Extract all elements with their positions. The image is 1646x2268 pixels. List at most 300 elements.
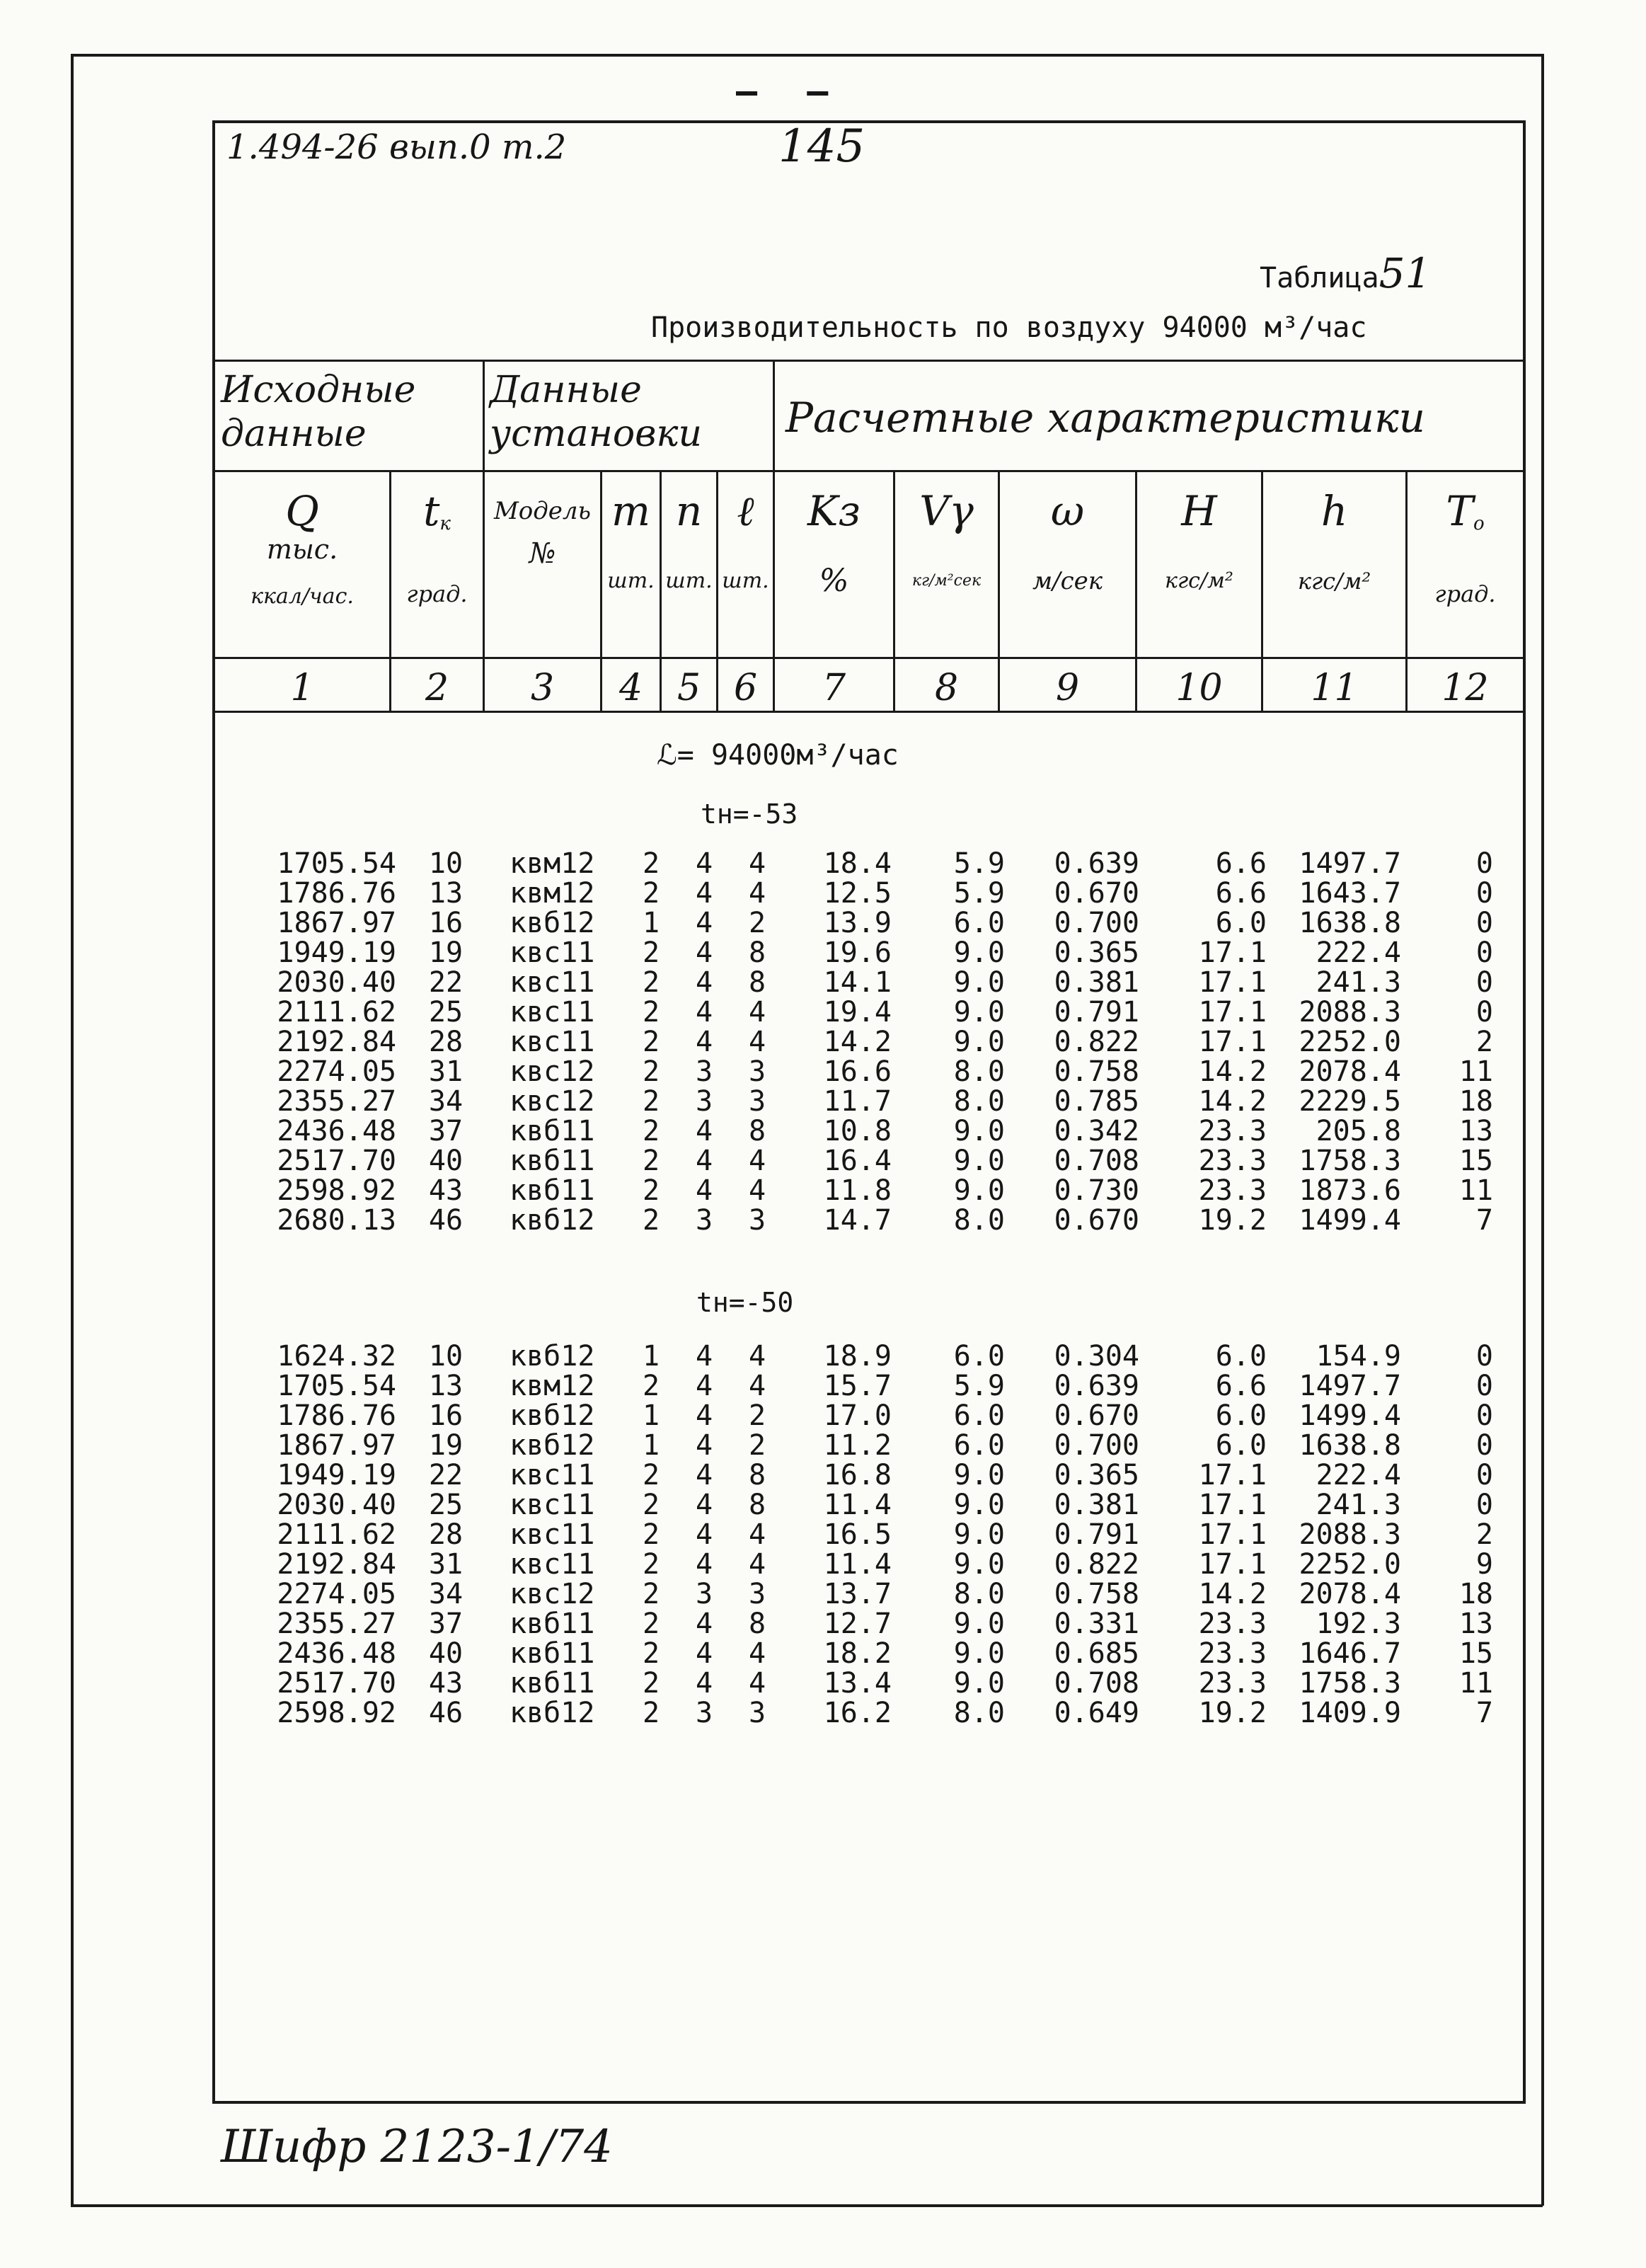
cell-model: квс11 [510, 1459, 595, 1491]
cell-omega: 0.365 [1054, 1459, 1139, 1491]
cell-l: 8 [748, 1608, 766, 1640]
cell-l: 3 [748, 1204, 766, 1237]
cell-vg: 5.9 [953, 1370, 1005, 1402]
cell-l: 8 [748, 1115, 766, 1147]
cell-model: квс11 [510, 1026, 595, 1058]
cell-h-lower: 1758.3 [1299, 1145, 1401, 1177]
cell-h-lower: 205.8 [1316, 1115, 1401, 1147]
cell-n: 4 [695, 1429, 713, 1462]
col-unit: шт. [665, 568, 713, 593]
cell-m: 2 [642, 1548, 660, 1581]
cell-q: 2598.92 [277, 1697, 396, 1729]
col-extra: тыс. [266, 534, 338, 565]
cell-vg: 5.9 [953, 847, 1005, 880]
col-symbol-main: t [423, 487, 440, 535]
cell-h-lower: 222.4 [1316, 937, 1401, 969]
cell-q: 2030.40 [277, 1489, 396, 1521]
cell-to: 13 [1458, 1115, 1493, 1147]
cell-l: 4 [748, 1026, 766, 1058]
cell-omega: 0.822 [1054, 1026, 1139, 1058]
cell-m: 1 [642, 907, 660, 939]
cell-to: 0 [1475, 966, 1493, 999]
cell-h-lower: 1409.9 [1299, 1697, 1401, 1729]
cell-to: 2 [1475, 1026, 1493, 1058]
cell-model: квс12 [510, 1578, 595, 1610]
cell-h-upper: 17.1 [1198, 1459, 1267, 1491]
cell-vg: 6.0 [953, 1399, 1005, 1432]
cell-m: 2 [642, 1026, 660, 1058]
cell-omega: 0.381 [1054, 1489, 1139, 1521]
cell-h-lower: 222.4 [1316, 1459, 1401, 1491]
cell-l: 8 [748, 966, 766, 999]
col-header-l [718, 488, 773, 629]
cell-tk: 34 [428, 1085, 464, 1118]
cell-n: 3 [695, 1578, 713, 1610]
cell-h-upper: 19.2 [1198, 1204, 1267, 1237]
cell-tk: 37 [428, 1608, 464, 1640]
cell-h-lower: 2088.3 [1299, 996, 1401, 1029]
cell-l: 4 [748, 996, 766, 1029]
cell-n: 4 [695, 847, 713, 880]
cell-tk: 19 [428, 1429, 464, 1462]
cell-l: 8 [748, 1459, 766, 1491]
cell-tk: 13 [428, 1370, 464, 1402]
cell-model: квб11 [510, 1608, 595, 1640]
table-caption [1260, 249, 1431, 297]
cell-h-upper: 6.0 [1215, 1429, 1267, 1462]
cell-l: 3 [748, 1085, 766, 1118]
cell-h-upper: 17.1 [1198, 1489, 1267, 1521]
cell-omega: 0.685 [1054, 1637, 1139, 1670]
cell-h-upper: 6.0 [1215, 1340, 1267, 1373]
cell-m: 2 [642, 1697, 660, 1729]
col-number: 3 [530, 667, 555, 709]
outer-frame-left [71, 54, 74, 2206]
cell-vg: 6.0 [953, 907, 1005, 939]
group-header-install: Данные установки [490, 369, 702, 455]
cell-n: 3 [695, 1055, 713, 1088]
cell-n: 3 [695, 1085, 713, 1118]
cell-omega: 0.791 [1054, 1518, 1139, 1551]
col-symbol: n [675, 487, 703, 535]
cell-model: квб11 [510, 1667, 595, 1700]
cell-l: 4 [748, 1518, 766, 1551]
cell-vg: 9.0 [953, 1518, 1005, 1551]
col-number: 11 [1311, 667, 1358, 709]
header-line-3 [212, 657, 1526, 659]
cell-kz: 15.7 [823, 1370, 892, 1402]
cell-l: 3 [748, 1578, 766, 1610]
cell-m: 1 [642, 1399, 660, 1432]
cell-to: 11 [1458, 1055, 1493, 1088]
cell-q: 1786.76 [277, 877, 396, 910]
cell-vg: 9.0 [953, 1489, 1005, 1521]
cell-q: 2111.62 [277, 996, 396, 1029]
cell-tk: 10 [428, 847, 464, 880]
col-unit: ккал/час. [251, 584, 354, 609]
cell-m: 2 [642, 937, 660, 969]
cell-q: 2436.48 [277, 1115, 396, 1147]
cell-n: 4 [695, 937, 713, 969]
cell-to: 0 [1475, 1429, 1493, 1462]
cell-vg: 6.0 [953, 1340, 1005, 1373]
cell-l: 4 [748, 877, 766, 910]
col-number: 5 [677, 667, 701, 709]
col-unit: шт. [607, 568, 655, 593]
cell-kz: 16.8 [823, 1459, 892, 1491]
cell-kz: 17.0 [823, 1399, 892, 1432]
cell-m: 2 [642, 1489, 660, 1521]
group-header-calc: Расчетные характеристики [785, 394, 1425, 442]
cell-q: 2192.84 [277, 1548, 396, 1581]
cell-l: 3 [748, 1055, 766, 1088]
cell-to: 0 [1475, 907, 1493, 939]
col-number: 10 [1175, 667, 1223, 709]
cell-kz: 14.1 [823, 966, 892, 999]
cell-n: 4 [695, 1145, 713, 1177]
cell-vg: 9.0 [953, 937, 1005, 969]
cell-model: квс11 [510, 1489, 595, 1521]
cell-model: квс11 [510, 966, 595, 999]
cell-q: 2598.92 [277, 1174, 396, 1207]
cell-kz: 12.7 [823, 1608, 892, 1640]
cell-kz: 11.4 [823, 1548, 892, 1581]
cell-to: 0 [1475, 1399, 1493, 1432]
cell-h-upper: 23.3 [1198, 1145, 1267, 1177]
cell-n: 4 [695, 1489, 713, 1521]
cell-kz: 18.2 [823, 1637, 892, 1670]
cell-vg: 9.0 [953, 1459, 1005, 1491]
cell-h-upper: 23.3 [1198, 1667, 1267, 1700]
cell-tk: 16 [428, 907, 464, 939]
cell-q: 1624.32 [277, 1340, 396, 1373]
cell-tk: 43 [428, 1667, 464, 1700]
cell-m: 2 [642, 966, 660, 999]
cell-tk: 40 [428, 1637, 464, 1670]
cell-omega: 0.670 [1054, 1204, 1139, 1237]
cell-h-lower: 2229.5 [1299, 1085, 1401, 1118]
cell-omega: 0.304 [1054, 1340, 1139, 1373]
cell-model: квб12 [510, 1204, 595, 1237]
cell-q: 2192.84 [277, 1026, 396, 1058]
col-symbol [391, 488, 483, 546]
cell-kz: 16.2 [823, 1697, 892, 1729]
cell-to: 13 [1458, 1608, 1493, 1640]
cell-omega: 0.649 [1054, 1697, 1139, 1729]
cell-to: 0 [1475, 1459, 1493, 1491]
cell-q: 1867.97 [277, 907, 396, 939]
col-header-tk [391, 488, 483, 641]
col-header-m [602, 488, 660, 629]
cell-omega: 0.381 [1054, 966, 1139, 999]
cell-h-upper: 17.1 [1198, 996, 1267, 1029]
cell-to: 0 [1475, 877, 1493, 910]
cell-h-upper: 6.6 [1215, 847, 1267, 880]
cell-h-upper: 17.1 [1198, 1548, 1267, 1581]
cell-vg: 9.0 [953, 1145, 1005, 1177]
outer-frame-right [1541, 54, 1544, 2206]
cell-n: 3 [695, 1697, 713, 1729]
cell-omega: 0.700 [1054, 1429, 1139, 1462]
cell-tk: 28 [428, 1518, 464, 1551]
cell-q: 2436.48 [277, 1637, 396, 1670]
cell-n: 4 [695, 1608, 713, 1640]
cell-h-upper: 17.1 [1198, 937, 1267, 969]
top-marks: – – [736, 71, 843, 112]
table-number: 51 [1379, 249, 1432, 297]
cell-kz: 19.4 [823, 996, 892, 1029]
cell-vg: 8.0 [953, 1578, 1005, 1610]
col-header-kz [775, 488, 893, 629]
col-header-to [1408, 488, 1523, 641]
cell-n: 4 [695, 1370, 713, 1402]
cell-omega: 0.758 [1054, 1578, 1139, 1610]
col-unit: град. [1434, 580, 1496, 607]
cell-tk: 22 [428, 1459, 464, 1491]
cell-n: 4 [695, 1548, 713, 1581]
cell-m: 2 [642, 1085, 660, 1118]
cell-kz: 13.7 [823, 1578, 892, 1610]
cell-h-lower: 1638.8 [1299, 907, 1401, 939]
cell-kz: 10.8 [823, 1115, 892, 1147]
cell-vg: 8.0 [953, 1697, 1005, 1729]
cell-m: 1 [642, 1340, 660, 1373]
cell-h-upper: 14.2 [1198, 1055, 1267, 1088]
header-line-2 [212, 470, 1526, 472]
cell-to: 7 [1475, 1697, 1493, 1729]
col-header-q [215, 488, 389, 629]
cell-n: 4 [695, 877, 713, 910]
col-number: 2 [425, 667, 449, 709]
cell-n: 4 [695, 1026, 713, 1058]
cell-tk: 37 [428, 1115, 464, 1147]
cell-kz: 11.2 [823, 1429, 892, 1462]
cell-q: 1867.97 [277, 1429, 396, 1462]
cell-m: 2 [642, 1667, 660, 1700]
cell-tk: 10 [428, 1340, 464, 1373]
cell-omega: 0.708 [1054, 1667, 1139, 1700]
cell-model: квс11 [510, 996, 595, 1029]
cell-kz: 11.7 [823, 1085, 892, 1118]
cell-omega: 0.758 [1054, 1055, 1139, 1088]
cell-l: 2 [748, 907, 766, 939]
col-symbol [1408, 488, 1523, 546]
group-sep-2 [773, 360, 775, 470]
col-number: 7 [822, 667, 846, 709]
table-frame-bottom [212, 2101, 1526, 2104]
cell-q: 2517.70 [277, 1667, 396, 1700]
cell-model: квб11 [510, 1174, 595, 1207]
col-unit: град. [406, 580, 468, 607]
cell-omega: 0.785 [1054, 1085, 1139, 1118]
cell-h-lower: 1758.3 [1299, 1667, 1401, 1700]
group-header-source: Исходные данные [221, 369, 416, 455]
footer-code: Шифр 2123-1/74 [221, 2121, 613, 2173]
group-sep-1 [483, 360, 485, 470]
cell-model: квм12 [510, 847, 595, 880]
document-reference: 1.494-26 вып.0 т.2 [226, 127, 567, 167]
cell-q: 2355.27 [277, 1608, 396, 1640]
col-symbol: h [1320, 487, 1348, 535]
cell-m: 2 [642, 1459, 660, 1491]
cell-vg: 9.0 [953, 966, 1005, 999]
cell-h-lower: 1499.4 [1299, 1399, 1401, 1432]
cell-q: 1705.54 [277, 847, 396, 880]
cell-kz: 16.5 [823, 1518, 892, 1551]
cell-m: 2 [642, 1637, 660, 1670]
cell-h-upper: 14.2 [1198, 1085, 1267, 1118]
cell-h-lower: 192.3 [1316, 1608, 1401, 1640]
cell-model: квб12 [510, 1399, 595, 1432]
cell-tk: 31 [428, 1548, 464, 1581]
cell-vg: 9.0 [953, 1026, 1005, 1058]
cell-q: 2680.13 [277, 1204, 396, 1237]
cell-q: 1786.76 [277, 1399, 396, 1432]
col-number: 4 [618, 667, 643, 709]
cell-h-lower: 1638.8 [1299, 1429, 1401, 1462]
cell-m: 2 [642, 1115, 660, 1147]
cell-kz: 14.7 [823, 1204, 892, 1237]
cell-m: 2 [642, 1204, 660, 1237]
cell-omega: 0.730 [1054, 1174, 1139, 1207]
cell-to: 0 [1475, 937, 1493, 969]
cell-tk: 43 [428, 1174, 464, 1207]
cell-m: 2 [642, 1370, 660, 1402]
cell-tk: 25 [428, 996, 464, 1029]
cell-omega: 0.365 [1054, 937, 1139, 969]
cell-m: 2 [642, 1055, 660, 1088]
col-unit: м/сек [1032, 567, 1103, 595]
cell-kz: 16.4 [823, 1145, 892, 1177]
cell-l: 8 [748, 937, 766, 969]
outer-frame-top [71, 54, 1543, 57]
col-number: 9 [1055, 667, 1080, 709]
cell-l: 4 [748, 1145, 766, 1177]
cell-to: 7 [1475, 1204, 1493, 1237]
cell-to: 0 [1475, 847, 1493, 880]
cell-l: 4 [748, 1637, 766, 1670]
cell-tk: 31 [428, 1055, 464, 1088]
cell-model: квм12 [510, 877, 595, 910]
cell-tk: 16 [428, 1399, 464, 1432]
cell-q: 2274.05 [277, 1578, 396, 1610]
cell-to: 0 [1475, 1340, 1493, 1373]
cell-n: 4 [695, 1637, 713, 1670]
cell-m: 2 [642, 1145, 660, 1177]
cell-to: 9 [1475, 1548, 1493, 1581]
cell-kz: 13.9 [823, 907, 892, 939]
cell-h-lower: 1497.7 [1299, 847, 1401, 880]
cell-h-upper: 14.2 [1198, 1578, 1267, 1610]
cell-vg: 6.0 [953, 1429, 1005, 1462]
cell-kz: 16.6 [823, 1055, 892, 1088]
cell-n: 4 [695, 907, 713, 939]
cell-vg: 5.9 [953, 877, 1005, 910]
cell-to: 0 [1475, 1370, 1493, 1402]
col-number: 12 [1441, 667, 1489, 709]
table-frame-right [1523, 120, 1526, 2102]
col-symbol: Vγ [919, 487, 974, 535]
table-frame-left [212, 120, 215, 2102]
cell-h-upper: 6.6 [1215, 1370, 1267, 1402]
cell-omega: 0.670 [1054, 1399, 1139, 1432]
col-unit: % [819, 563, 849, 599]
cell-kz: 14.2 [823, 1026, 892, 1058]
cell-h-lower: 1499.4 [1299, 1204, 1401, 1237]
cell-n: 4 [695, 966, 713, 999]
cell-tk: 19 [428, 937, 464, 969]
cell-kz: 18.4 [823, 847, 892, 880]
cell-model: квб12 [510, 907, 595, 939]
cell-tk: 25 [428, 1489, 464, 1521]
col-unit: шт. [722, 568, 769, 593]
col-symbol-sub: о [1473, 513, 1485, 534]
cell-h-upper: 23.3 [1198, 1174, 1267, 1207]
col-symbol-sub: к [439, 513, 451, 534]
col-header-omega [1000, 488, 1135, 629]
cell-model: квс12 [510, 1055, 595, 1088]
col-symbol: ℓ [737, 487, 754, 535]
col-symbol: m [611, 487, 650, 535]
cell-vg: 9.0 [953, 1174, 1005, 1207]
cell-vg: 9.0 [953, 996, 1005, 1029]
cell-to: 0 [1475, 996, 1493, 1029]
col-header-model [485, 488, 600, 573]
cell-n: 4 [695, 1174, 713, 1207]
cell-h-upper: 6.0 [1215, 1399, 1267, 1432]
cell-tk: 22 [428, 966, 464, 999]
col-symbol: Q [285, 487, 319, 535]
cell-q: 1705.54 [277, 1370, 396, 1402]
cell-n: 4 [695, 1459, 713, 1491]
cell-h-upper: 17.1 [1198, 966, 1267, 999]
col-header-vg [895, 488, 998, 629]
cell-kz: 13.4 [823, 1667, 892, 1700]
cell-l: 3 [748, 1697, 766, 1729]
cell-model: квб11 [510, 1145, 595, 1177]
cell-n: 4 [695, 1399, 713, 1432]
cell-n: 4 [695, 1667, 713, 1700]
cell-h-lower: 2078.4 [1299, 1055, 1401, 1088]
cell-l: 2 [748, 1429, 766, 1462]
cell-h-upper: 23.3 [1198, 1637, 1267, 1670]
cell-l: 4 [748, 1174, 766, 1207]
cell-h-lower: 2252.0 [1299, 1026, 1401, 1058]
outer-frame-bottom [71, 2204, 1543, 2207]
cell-tk: 46 [428, 1697, 464, 1729]
cell-to: 2 [1475, 1518, 1493, 1551]
header-line-4 [212, 711, 1526, 713]
cell-h-lower: 2088.3 [1299, 1518, 1401, 1551]
table-frame-top [212, 120, 1526, 123]
col-symbol: Kз [807, 487, 861, 535]
cell-h-lower: 2252.0 [1299, 1548, 1401, 1581]
cell-to: 11 [1458, 1667, 1493, 1700]
cell-h-lower: 1873.6 [1299, 1174, 1401, 1207]
page-number: 145 [778, 120, 865, 173]
cell-m: 2 [642, 1518, 660, 1551]
cell-q: 2111.62 [277, 1518, 396, 1551]
table-title: Производительность по воздуху 94000 м³/час [651, 311, 1367, 344]
cell-l: 8 [748, 1489, 766, 1521]
cell-model: квс11 [510, 1548, 595, 1581]
cell-l: 4 [748, 1370, 766, 1402]
section-label-1: tн=-53 [701, 798, 798, 830]
cell-n: 4 [695, 1115, 713, 1147]
cell-vg: 9.0 [953, 1667, 1005, 1700]
cell-tk: 46 [428, 1204, 464, 1237]
col-unit: кгс/м² [1297, 568, 1371, 595]
